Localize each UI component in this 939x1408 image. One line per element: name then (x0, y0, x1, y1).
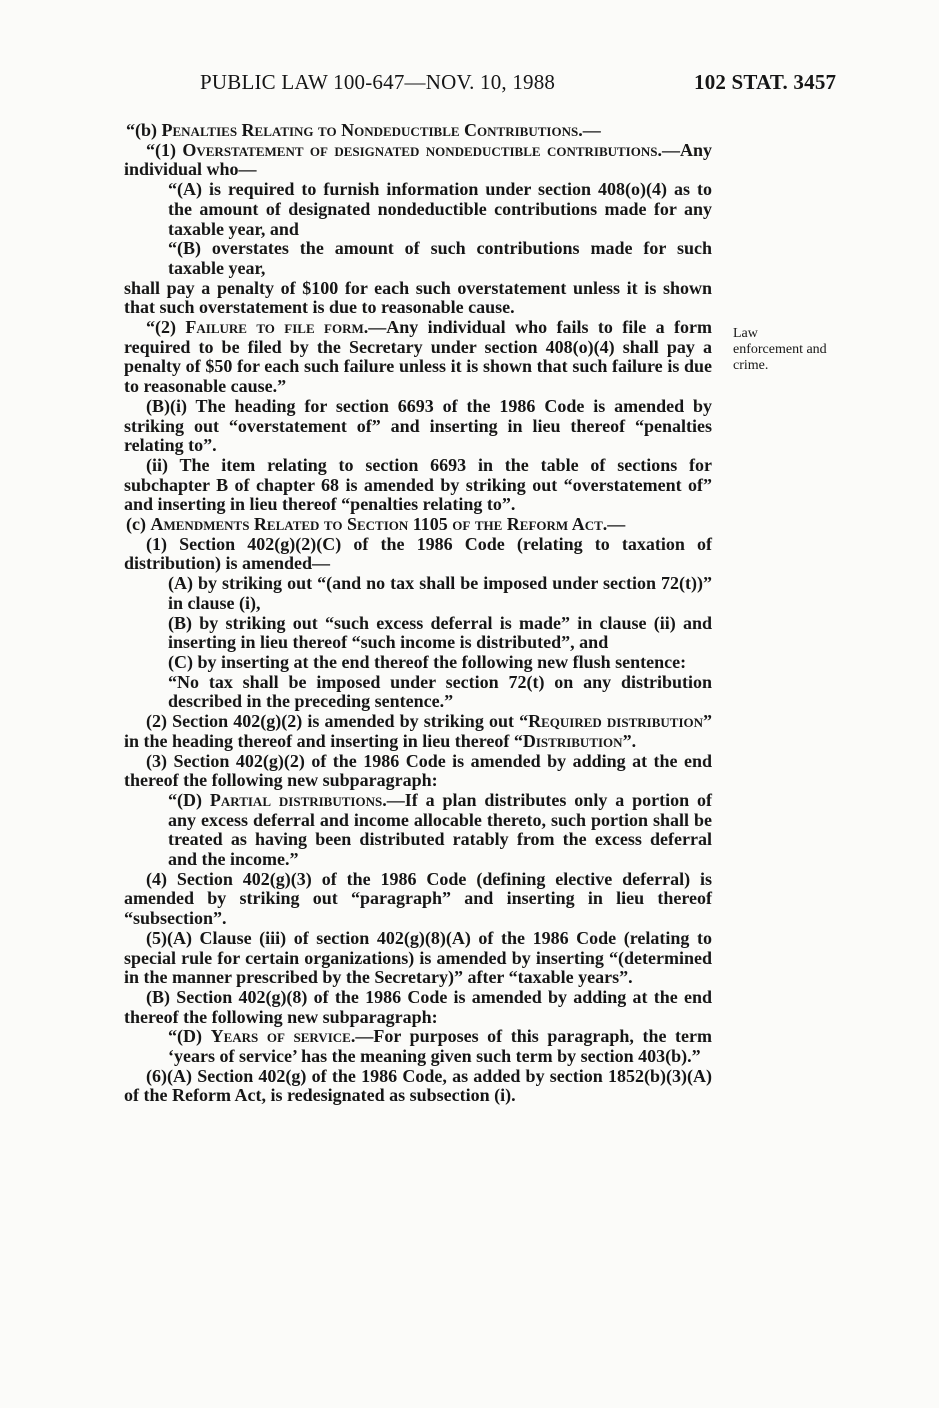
paragraph-text: ” in the heading thereof and inserting in lieu thereof “ (124, 711, 713, 751)
paragraph-heading: Required distribution (528, 711, 704, 732)
paragraph-text: “(b) (126, 120, 162, 140)
margin-note-line: enforcement and (733, 342, 827, 357)
paragraph-text: “(D) (168, 789, 210, 810)
paragraph-text: —Any individual who fails to file a form required to be filed by the Secretary under section 408(o)(4) shall pay a penalty of $50 for each such failure unless it is shown that such failure is due to reasonable cause.” (124, 317, 712, 397)
paragraph (124, 318, 712, 397)
paragraph-text: (ii) The item relating to section 6693 in the table of sections for subchapter B of chapter 68 is amended by striking out “overstatement of” and inserting in lieu thereof “penalties relating to”. (124, 454, 712, 515)
paragraph (124, 574, 712, 613)
paragraph (124, 456, 712, 515)
paragraph-heading: Failure to file form. (185, 317, 369, 338)
paragraph (124, 279, 712, 318)
paragraph (124, 535, 712, 574)
paragraph-text: “(2) (146, 317, 186, 338)
paragraph (104, 515, 712, 535)
paragraph-text: (1) Section 402(g)(2)(C) of the 1986 Code (relating to taxation of distribution) is amended— (124, 533, 712, 574)
paragraph (124, 673, 712, 712)
paragraph (124, 141, 712, 180)
body-text (124, 121, 712, 1106)
margin-note-line: crime. (733, 358, 769, 373)
paragraph (124, 988, 712, 1027)
paragraph-text: (2) Section 402(g)(2) is amended by striking out “ (146, 711, 529, 732)
paragraph-heading: Years of service. (210, 1026, 356, 1047)
paragraph-text: “(A) is required to furnish information under section 408(o)(4) as to the amount of designated nondeductible contributions made for any taxable year, and (168, 179, 712, 239)
paragraph-text: —If a plan distributes only a portion of any excess deferral and income allocable thereto, such portion shall be treated as having been distributed ratably from the excess deferral and the income.” (168, 789, 712, 870)
paragraph-heading: Distribution (522, 730, 623, 751)
paragraph-text: “(1) (146, 139, 183, 160)
paragraph-text: — (582, 120, 601, 140)
paragraph (124, 1067, 712, 1106)
paragraph (124, 791, 712, 870)
paragraph (124, 239, 712, 278)
paragraph-text: 1105 (408, 514, 453, 535)
paragraph (124, 180, 712, 239)
header-law-citation: PUBLIC LAW 100-647—NOV. 10, 1988 (200, 70, 556, 94)
paragraph-text: “(B) overstates the amount of such contributions made for such taxable year, (168, 238, 712, 278)
paragraph-heading: of the Reform Act. (452, 514, 608, 535)
margin-note (733, 326, 873, 374)
paragraph (104, 121, 712, 141)
paragraph-text: “(D) (168, 1026, 211, 1047)
paragraph-text: (5)(A) Clause (iii) of section 402(g)(8)(A) of the 1986 Code (relating to special rule for certain organizations) is amended by inserting “(determined in the manner prescribed by the Secretary)” after “taxable years”. (124, 927, 712, 988)
paragraph (124, 1027, 712, 1066)
paragraph (124, 397, 712, 456)
paragraph (124, 712, 712, 751)
paragraph-text: (6)(A) Section 402(g) of the 1986 Code, as added by section 1852(b)(3)(A) of the Reform Act, is redesignated as subsection (i). (124, 1065, 712, 1106)
paragraph (124, 653, 712, 673)
paragraph-text: “No tax shall be imposed under section 72(t) on any distribution described in the preceding sentence.” (168, 671, 712, 712)
paragraph-text: shall pay a penalty of $100 for each such overstatement unless it is shown that such overstatement is due to reasonable cause. (124, 277, 712, 318)
paragraph (124, 870, 712, 929)
paragraph-text: (B)(i) The heading for section 6693 of the 1986 Code is amended by striking out “overstatement of” and inserting in lieu thereof “penalties relating to”. (124, 395, 712, 456)
paragraph (124, 614, 712, 653)
paragraph-text: —For purposes of this paragraph, the term ‘years of service’ has the meaning given such term by section 403(b).” (168, 1026, 712, 1067)
paragraph-text: ”. (622, 730, 637, 751)
paragraph (124, 752, 712, 791)
paragraph-text: (A) by striking out “(and no tax shall be imposed under section 72(t))” in clause (i), (168, 573, 712, 613)
header-stat-citation: 102 STAT. 3457 (694, 70, 837, 94)
paragraph-text: (c) (126, 514, 151, 535)
paragraph-heading: Amendments Related to Section (150, 514, 409, 535)
page-header (0, 70, 939, 100)
paragraph-heading: Partial distributions. (209, 789, 387, 810)
paragraph-text: (4) Section 402(g)(3) of the 1986 Code (defining elective deferral) is amended by striking out “paragraph” and inserting in lieu thereof “subsection”. (124, 868, 712, 929)
paragraph-heading: Overstatement of designated nondeductible contributions. (182, 139, 662, 160)
paragraph-text: (3) Section 402(g)(2) of the 1986 Code is amended by adding at the end thereof the following new subparagraph: (124, 750, 712, 791)
paragraph-text: (B) by striking out “such excess deferral is made” in clause (ii) and inserting in lieu thereof “such income is distributed”, and (168, 612, 712, 653)
paragraph-text: (B) Section 402(g)(8) of the 1986 Code is amended by adding at the end thereof the following new subparagraph: (124, 986, 712, 1027)
paragraph-heading: Penalties Relating to Nondeductible Contributions. (161, 120, 583, 140)
paragraph (124, 929, 712, 988)
paragraph-text: —Any individual who— (124, 139, 712, 180)
margin-note-line: Law (733, 326, 758, 341)
paragraph-text: — (607, 514, 626, 535)
paragraph-text: (C) by inserting at the end thereof the following new flush sentence: (168, 651, 687, 672)
